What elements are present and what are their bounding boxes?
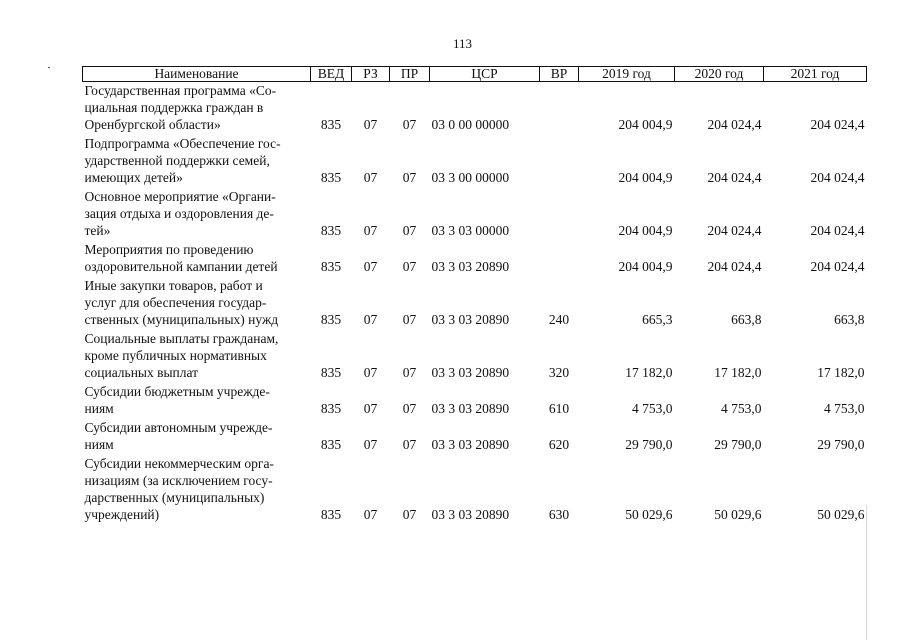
cell-pr: 07 [402, 437, 417, 452]
cell-name [83, 277, 311, 330]
cell-name-line: услуг для обеспечения государ- [84, 295, 267, 310]
cell-2019: 665,3 [642, 312, 673, 327]
cell-csr: 03 3 03 20890 [431, 401, 510, 416]
cell-name [83, 135, 311, 188]
cell-name-line: Оренбургской области» [84, 117, 221, 132]
header-2021: 2021 год [764, 67, 867, 82]
cell-ved: 835 [320, 365, 342, 380]
cell-csr: 03 3 00 00000 [431, 170, 510, 185]
page-number: 113 [452, 36, 473, 51]
header-2019: 2019 год [579, 67, 675, 82]
cell-pr: 07 [402, 223, 417, 238]
cell-2020: 204 024,4 [707, 170, 762, 185]
cell-2021: 17 182,0 [817, 365, 865, 380]
cell-ved: 835 [320, 223, 342, 238]
scan-edge-line [866, 505, 867, 640]
cell-2021: 663,8 [834, 312, 865, 327]
cell-vr: 630 [548, 507, 570, 522]
cell-2019: 50 029,6 [625, 507, 673, 522]
cell-ved: 835 [320, 312, 342, 327]
cell-name-line: Субсидии автономным учрежде- [84, 420, 273, 435]
cell-pr: 07 [402, 170, 417, 185]
cell-2020: 663,8 [731, 312, 762, 327]
cell-name-line: ниям [84, 401, 114, 416]
cell-vr: 610 [548, 401, 570, 416]
cell-ved: 835 [320, 259, 342, 274]
cell-ved: 835 [320, 401, 342, 416]
cell-2019: 204 004,9 [618, 117, 673, 132]
table-row [83, 135, 867, 188]
cell-name-line: Социальные выплаты гражданам, [84, 331, 279, 346]
cell-rz: 07 [363, 312, 378, 327]
header-name: Наименование [83, 67, 311, 82]
cell-name-line: ударственной поддержки семей, [84, 153, 270, 168]
cell-2019: 204 004,9 [618, 170, 673, 185]
header-ved: ВЕД [311, 67, 352, 82]
cell-vr: 240 [548, 312, 570, 327]
cell-csr: 03 3 03 20890 [431, 312, 510, 327]
margin-mark [48, 67, 50, 68]
cell-pr: 07 [402, 312, 417, 327]
cell-name-line: циальная поддержка граждан в [84, 100, 264, 115]
table-row [83, 455, 867, 525]
cell-pr: 07 [402, 507, 417, 522]
cell-2021: 29 790,0 [817, 437, 865, 452]
table-row [83, 383, 867, 419]
cell-vr [540, 188, 579, 241]
cell-2021: 204 024,4 [810, 259, 865, 274]
cell-vr [540, 135, 579, 188]
cell-name-line: имеющих детей» [84, 170, 183, 185]
cell-rz: 07 [363, 507, 378, 522]
cell-pr: 07 [402, 365, 417, 380]
cell-name-line: Государственная программа «Со- [84, 83, 277, 98]
cell-vr [540, 82, 579, 136]
cell-name-line: ственных (муниципальных) нужд [84, 312, 279, 327]
header-pr: ПР [390, 67, 430, 82]
budget-table [82, 66, 867, 525]
cell-name-line: дарственных (муниципальных) [84, 490, 265, 505]
cell-rz: 07 [363, 437, 378, 452]
cell-2019: 17 182,0 [625, 365, 673, 380]
cell-2019: 4 753,0 [632, 401, 673, 416]
cell-2020: 204 024,4 [707, 223, 762, 238]
table-row [83, 330, 867, 383]
cell-csr: 03 3 03 20890 [431, 437, 510, 452]
cell-name-line: Субсидии бюджетным учрежде- [84, 384, 270, 399]
table-row [83, 277, 867, 330]
cell-vr [540, 241, 579, 277]
cell-name-line: ниям [84, 437, 114, 452]
header-csr: ЦСР [430, 67, 540, 82]
cell-csr: 03 3 03 20890 [431, 365, 510, 380]
cell-name-line: зация отдыха и оздоровления де- [84, 206, 274, 221]
cell-pr: 07 [402, 117, 417, 132]
cell-2020: 204 024,4 [707, 259, 762, 274]
cell-ved: 835 [320, 117, 342, 132]
cell-name-line: учреждений) [84, 507, 160, 522]
cell-rz: 07 [363, 401, 378, 416]
cell-name [83, 455, 311, 525]
cell-name-line: Субсидии некоммерческим орга- [84, 456, 274, 471]
table-row [83, 82, 867, 136]
cell-2021: 50 029,6 [817, 507, 865, 522]
cell-csr: 03 0 00 00000 [431, 117, 510, 132]
cell-rz: 07 [363, 259, 378, 274]
cell-rz: 07 [363, 117, 378, 132]
cell-rz: 07 [363, 223, 378, 238]
table-row [83, 188, 867, 241]
cell-2020: 17 182,0 [714, 365, 762, 380]
cell-name-line: Основное мероприятие «Органи- [84, 189, 276, 204]
cell-ved: 835 [320, 170, 342, 185]
cell-name [83, 383, 311, 419]
cell-name-line: тей» [84, 223, 111, 238]
header-2020: 2020 год [675, 67, 764, 82]
table-body [83, 82, 867, 526]
header-rz: РЗ [352, 67, 390, 82]
cell-name-line: Мероприятия по проведению [84, 242, 254, 257]
cell-2019: 204 004,9 [618, 259, 673, 274]
cell-rz: 07 [363, 170, 378, 185]
cell-name-line: социальных выплат [84, 365, 199, 380]
cell-2021: 4 753,0 [824, 401, 865, 416]
cell-2020: 4 753,0 [721, 401, 762, 416]
cell-name [83, 330, 311, 383]
cell-rz: 07 [363, 365, 378, 380]
table-row [83, 241, 867, 277]
cell-ved: 835 [320, 507, 342, 522]
cell-vr: 620 [548, 437, 570, 452]
cell-vr: 320 [548, 365, 570, 380]
cell-2021: 204 024,4 [810, 223, 865, 238]
table-row [83, 419, 867, 455]
cell-name-line: Иные закупки товаров, работ и [84, 278, 263, 293]
cell-pr: 07 [402, 259, 417, 274]
cell-2021: 204 024,4 [810, 170, 865, 185]
cell-name [83, 419, 311, 455]
cell-2020: 50 029,6 [714, 507, 762, 522]
cell-name-line: низациям (за исключением госу- [84, 473, 273, 488]
cell-name [83, 82, 311, 136]
cell-2019: 29 790,0 [625, 437, 673, 452]
cell-2020: 204 024,4 [707, 117, 762, 132]
cell-csr: 03 3 03 00000 [431, 223, 510, 238]
cell-name [83, 241, 311, 277]
cell-2021: 204 024,4 [810, 117, 865, 132]
table-header [83, 67, 867, 82]
cell-2020: 29 790,0 [714, 437, 762, 452]
cell-csr: 03 3 03 20890 [431, 259, 510, 274]
cell-name [83, 188, 311, 241]
cell-name-line: Подпрограмма «Обеспечение гос- [84, 136, 281, 151]
cell-pr: 07 [402, 401, 417, 416]
cell-ved: 835 [320, 437, 342, 452]
cell-2019: 204 004,9 [618, 223, 673, 238]
cell-name-line: кроме публичных нормативных [84, 348, 267, 363]
cell-csr: 03 3 03 20890 [431, 507, 510, 522]
header-vr: ВР [540, 67, 579, 82]
cell-name-line: оздоровительной кампании детей [84, 259, 278, 274]
